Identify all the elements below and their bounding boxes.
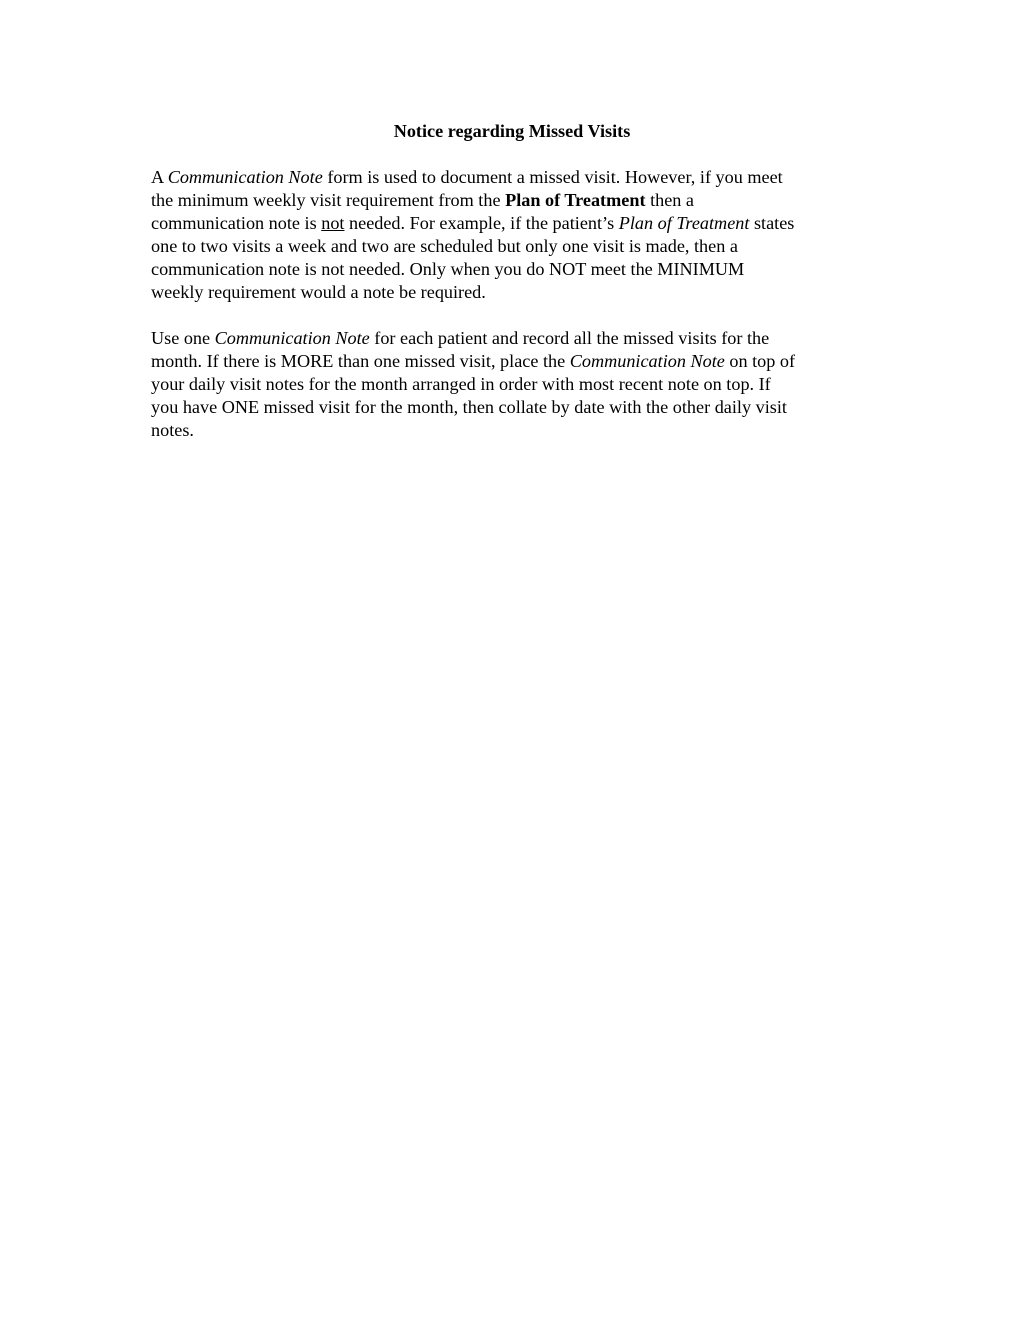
paragraph-line — [151, 212, 873, 235]
paragraph-line — [151, 373, 873, 396]
paragraph-line — [151, 281, 873, 304]
text-run: communication note is not needed. Only when you do NOT meet the MINIMUM — [151, 259, 745, 279]
paragraph-line — [151, 166, 873, 189]
paragraph-line — [151, 350, 873, 373]
text-run-italic: Communication Note — [569, 351, 725, 371]
paragraph-line — [151, 258, 873, 281]
text-run: your daily visit notes for the month arranged in order with most recent note on top. If — [151, 374, 771, 394]
text-run-underline: not — [321, 213, 345, 233]
paragraph-line — [151, 189, 873, 212]
paragraph-1 — [151, 166, 873, 304]
document-title: Notice regarding Missed Visits — [393, 121, 631, 141]
paragraph-2 — [151, 327, 873, 442]
text-run: states — [749, 213, 795, 233]
text-run: form is used to document a missed visit. However, if you meet — [322, 167, 783, 187]
text-run: Use one — [151, 328, 215, 348]
text-run: weekly requirement would a note be required. — [151, 282, 486, 302]
paragraph-line — [151, 327, 873, 350]
text-run: notes. — [151, 420, 194, 440]
text-run: on top of — [724, 351, 796, 371]
document-body — [151, 120, 873, 465]
paragraph-line — [151, 235, 873, 258]
text-run: then a — [645, 190, 694, 210]
text-run: one to two visits a week and two are scheduled but only one visit is made, then a — [151, 236, 738, 256]
text-run-italic: Communication Note — [214, 328, 370, 348]
text-run-italic: Plan of Treatment — [618, 213, 750, 233]
text-run: month. If there is MORE than one missed visit, place the — [151, 351, 570, 371]
text-run: communication note is — [151, 213, 322, 233]
text-run-italic: Communication Note — [167, 167, 323, 187]
text-run: you have ONE missed visit for the month, then collate by date with the other daily visit — [151, 397, 787, 417]
text-run: A — [151, 167, 168, 187]
text-run: needed. For example, if the patient’s — [344, 213, 619, 233]
paragraph-line — [151, 419, 873, 442]
paragraph-line — [151, 396, 873, 419]
text-run: the minimum weekly visit requirement from the — [151, 190, 506, 210]
text-run: for each patient and record all the missed visits for the — [369, 328, 770, 348]
text-run-bold: Plan of Treatment — [505, 190, 646, 210]
